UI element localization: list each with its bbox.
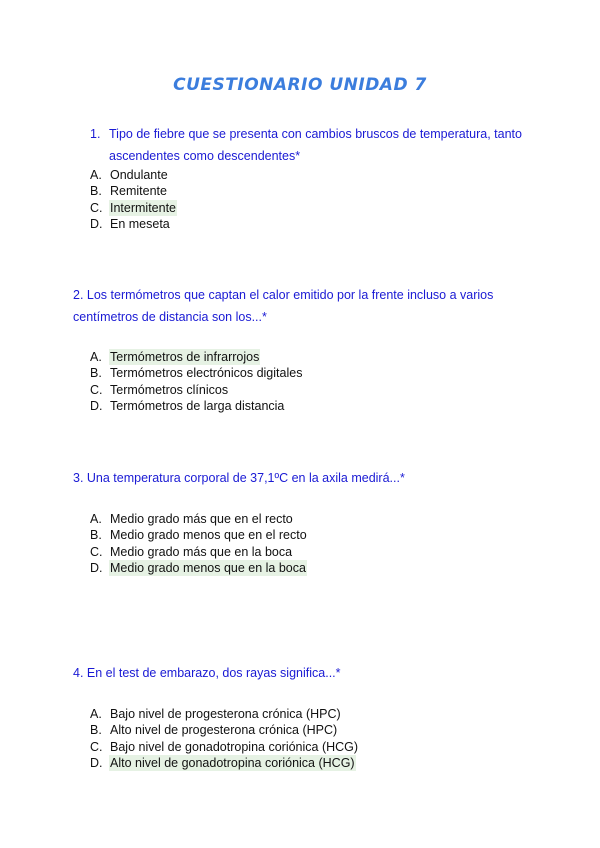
option-letter: D.: [90, 755, 103, 770]
option-b[interactable]: [90, 365, 303, 381]
option-letter: C.: [90, 739, 103, 754]
options-list-4: [90, 706, 359, 771]
question-3: [73, 467, 533, 489]
page-title: CUESTIONARIO UNIDAD 7: [173, 75, 427, 95]
option-letter: A.: [90, 512, 102, 526]
option-letter: D.: [90, 216, 103, 231]
option-letter: D.: [90, 398, 103, 413]
options-list-3: [90, 511, 308, 576]
option-b[interactable]: [90, 527, 308, 543]
option-a[interactable]: [90, 349, 303, 365]
question-4: [73, 662, 533, 684]
question-text: Tipo de fiebre que se presenta con cambios bruscos de temperatura, tanto ascendentes como descendentes*: [109, 127, 522, 163]
option-letter: B.: [90, 723, 102, 738]
option-text: Termómetros clínicos: [110, 382, 229, 397]
option-a[interactable]: [90, 511, 308, 527]
option-c[interactable]: [90, 200, 177, 216]
option-a[interactable]: [90, 167, 177, 183]
options-list-2: [90, 349, 303, 414]
option-text: Ondulante: [110, 168, 168, 182]
option-text: Bajo nivel de gonadotropina coriónica (HCG): [110, 739, 359, 754]
option-c[interactable]: [90, 739, 359, 755]
option-text: Medio grado menos que en el recto: [110, 528, 307, 543]
option-b[interactable]: [90, 722, 359, 738]
option-text: Intermitente: [110, 200, 177, 215]
option-d[interactable]: [90, 560, 308, 576]
option-letter: B.: [90, 528, 102, 543]
option-text: Medio grado menos que en la boca: [110, 560, 306, 575]
option-letter: B.: [90, 184, 102, 199]
question-2: [73, 284, 533, 328]
option-letter: B.: [90, 366, 102, 381]
option-letter: A.: [90, 168, 102, 182]
option-text: Medio grado más que en la boca: [110, 544, 293, 559]
question-text: 4. En el test de embarazo, dos rayas significa...*: [73, 666, 341, 680]
option-text: Termómetros de infrarrojos: [110, 350, 260, 364]
option-letter: C.: [90, 200, 103, 215]
option-text: Alto nivel de progesterona crónica (HPC): [110, 723, 338, 738]
option-text: Termómetros electrónicos digitales: [110, 366, 303, 381]
option-letter: C.: [90, 544, 103, 559]
option-text: Alto nivel de gonadotropina coriónica (HCG): [110, 755, 355, 770]
option-text: Bajo nivel de progesterona crónica (HPC): [110, 707, 341, 721]
option-letter: C.: [90, 382, 103, 397]
option-letter: A.: [90, 707, 102, 721]
option-d[interactable]: [90, 755, 359, 771]
option-a[interactable]: [90, 706, 359, 722]
option-text: Medio grado más que en el recto: [110, 512, 293, 526]
options-list-1: [90, 167, 177, 232]
question-text: 3. Una temperatura corporal de 37,1ºC en la axila medirá...*: [73, 471, 405, 485]
option-text: En meseta: [110, 216, 170, 231]
option-b[interactable]: [90, 183, 177, 199]
option-letter: A.: [90, 350, 102, 364]
question-number: 1.: [90, 127, 101, 141]
option-c[interactable]: [90, 382, 303, 398]
option-d[interactable]: [90, 216, 177, 232]
option-text: Termómetros de larga distancia: [110, 398, 285, 413]
option-d[interactable]: [90, 398, 303, 414]
option-c[interactable]: [90, 544, 308, 560]
question-text: 2. Los termómetros que captan el calor emitido por la frente incluso a varios centímetros de distancia son los...*: [73, 288, 494, 324]
option-letter: D.: [90, 560, 103, 575]
option-text: Remitente: [110, 184, 167, 199]
